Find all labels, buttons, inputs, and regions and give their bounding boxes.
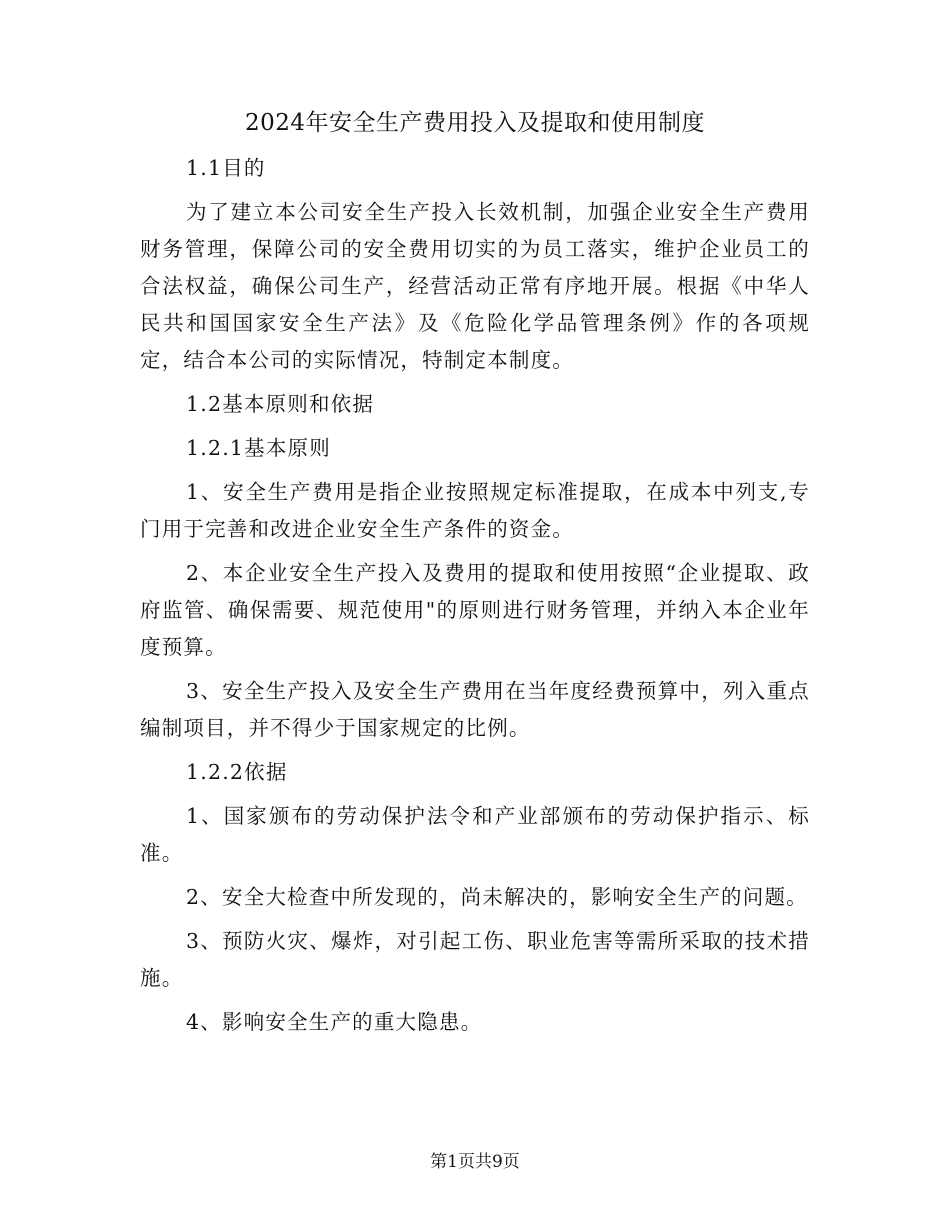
- section-heading-1-2-2: 1.2.2依据: [186, 760, 288, 784]
- document-body: [140, 150, 810, 1048]
- paragraph-principle-3: 3、安全生产投入及安全生产费用在当年度经费预算中，列入重点编制项目，并不得少于国家规定的比例。: [140, 679, 810, 740]
- section-heading-1-1: 1.1目的: [186, 156, 266, 180]
- page-number-footer: 第1页共9页: [430, 1152, 520, 1172]
- paragraph-purpose: 为了建立本公司安全生产投入长效机制，加强企业安全生产费用财务管理，保障公司的安全费用切实的为员工落实，维护企业员工的合法权益，确保公司生产，经营活动正常有序地开展。根据《中华人民共和国国家安全生产法》及《危险化学品管理条例》作的各项规定，结合本公司的实际情况，特制定本制度。: [140, 200, 810, 372]
- section-heading-1-2-1: 1.2.1基本原则: [186, 436, 331, 460]
- paragraph-basis-2: 2、安全大检查中所发现的，尚未解决的，影响安全生产的问题。: [186, 885, 808, 909]
- paragraph-principle-2: 2、本企业安全生产投入及费用的提取和使用按照“企业提取、政府监管、确保需要、规范使用"的原则进行财务管理，并纳入本企业年度预算。: [140, 561, 810, 659]
- paragraph-basis-3: 3、预防火灾、爆炸，对引起工伤、职业危害等需所采取的技术措施。: [140, 929, 810, 990]
- document-title: 2024年安全生产费用投入及提取和使用制度: [244, 110, 706, 136]
- paragraph-basis-4: 4、影响安全生产的重大隐患。: [186, 1010, 483, 1034]
- paragraph-principle-1: 1、安全生产费用是指企业按照规定标准提取，在成本中列支,专门用于完善和改进企业安全生产条件的资金。: [140, 480, 810, 541]
- section-heading-1-2: 1.2基本原则和依据: [186, 392, 375, 416]
- paragraph-basis-1: 1、国家颁布的劳动保护法令和产业部颁布的劳动保护指示、标准。: [140, 804, 810, 865]
